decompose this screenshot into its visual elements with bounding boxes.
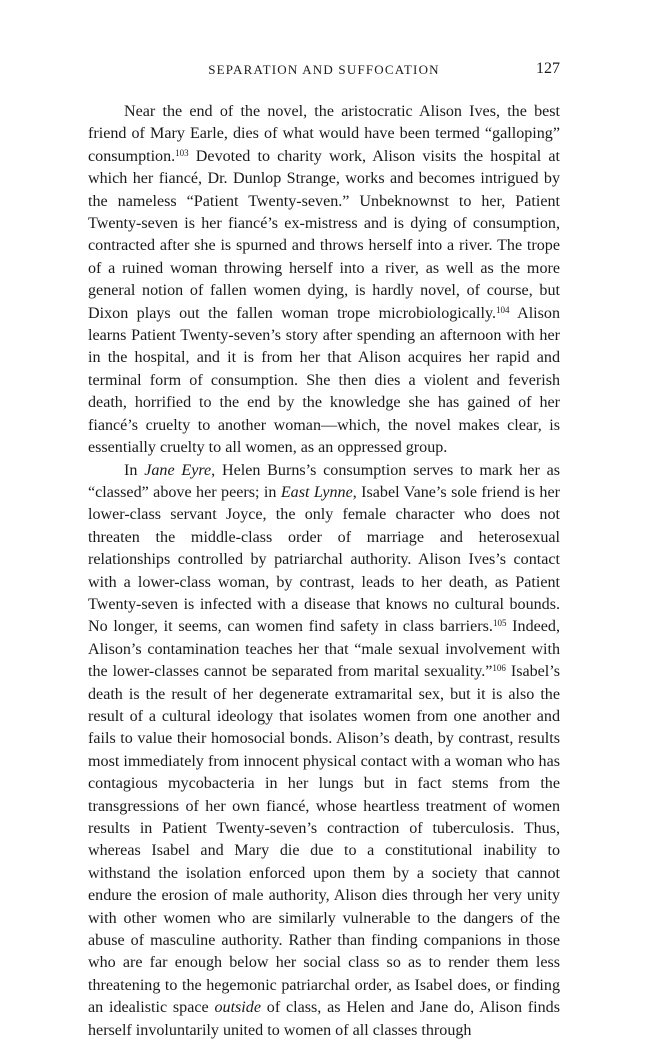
page-number: 127 xyxy=(536,60,560,78)
text-run: Isabel’s death is the result of her degenerate extramarital sex, but it is also the result of a cultural ideology that isolates women from one another and fails to value their homosocial bonds. Alison’s death, by contrast, results most immediately from innocent physical contact with a woman who has contagious mycobacteria in her lungs but in fact stems from the transgressions of her own fiancé, whose heartless treatment of women results in Patient Twenty-seven’s contraction of tuberculosis. Thus, whereas Isabel and Mary die due to a constitutional inability to withstand the isolation enforced upon them by a society that cannot endure the erosion of male authority, Alison dies through her very unity with other women who are similarly vulnerable to the dangers of the abuse of masculine authority. Rather than finding companions in those who are far enough below her social class so as to render them less threatening to the hegemonic patriarchal order, as Isabel does, or finding an idealistic space xyxy=(88,663,560,1016)
running-title: SEPARATION AND SUFFOCATION xyxy=(88,62,560,78)
text-run: of class, as Helen and Jane do, Alison finds herself involuntarily united to women of all classes through xyxy=(88,999,560,1038)
text-run: Near the end of the novel, the aristocratic Alison Ives, the best friend of Mary Earle, dies of what would have been termed “galloping” consumption. xyxy=(88,103,560,165)
paragraph-1 xyxy=(88,101,560,460)
text-run: Indeed, Alison’s contamination teaches her that “male sexual involvement with the lower-classes cannot be separated from marital sexuality.” xyxy=(88,618,560,680)
footnote-ref: 103 xyxy=(175,148,189,158)
italic-text: outside xyxy=(214,999,261,1016)
footnote-ref: 105 xyxy=(493,618,507,628)
text-run: In xyxy=(124,462,144,479)
footnote-ref: 106 xyxy=(492,663,506,673)
text-run: , Helen Burns’s consumption serves to mark her as “classed” above her peers; in xyxy=(88,462,560,501)
body-text xyxy=(88,101,560,1042)
italic-text: Jane Eyre xyxy=(144,462,211,479)
paragraph-2 xyxy=(88,460,560,1042)
footnote-ref: 104 xyxy=(496,305,510,315)
running-head xyxy=(88,60,560,82)
text-run: , Isabel Vane’s sole friend is her lower-class servant Joyce, the only female character who does not threaten the middle-class order of marriage and heterosexual relationships controlled by patriarchal authority. Alison Ives’s contact with a lower-class woman, by contrast, leads to her death, as Patient Twenty-seven is infected with a disease that knows no cultural bounds. No longer, it seems, can women find safety in class barriers. xyxy=(88,484,560,635)
text-run: Devoted to charity work, Alison visits the hospital at which her fiancé, Dr. Dunlop Strange, works and becomes intrigued by the nameless “Patient Twenty-seven.” Unbeknownst to her, Patient Twenty-seven is her fiancé’s ex-mistress and is dying of consumption, contracted after she is spurned and throws herself into a river. The trope of a ruined woman throwing herself into a river, as well as the more general notion of fallen women dying, is hardly novel, of course, but Dixon plays out the fallen woman trope microbiologically. xyxy=(88,148,560,322)
text-run: Alison learns Patient Twenty-seven’s story after spending an afternoon with her in the hospital, and it is from her that Alison acquires her rapid and terminal form of consumption. She then dies a violent and feverish death, horrified to the end by the knowledge she has gained of her fiancé’s cruelty to another woman—which, the novel makes clear, is essentially cruelty to all women, as an oppressed group. xyxy=(88,305,560,456)
italic-text: East Lynne xyxy=(281,484,353,501)
